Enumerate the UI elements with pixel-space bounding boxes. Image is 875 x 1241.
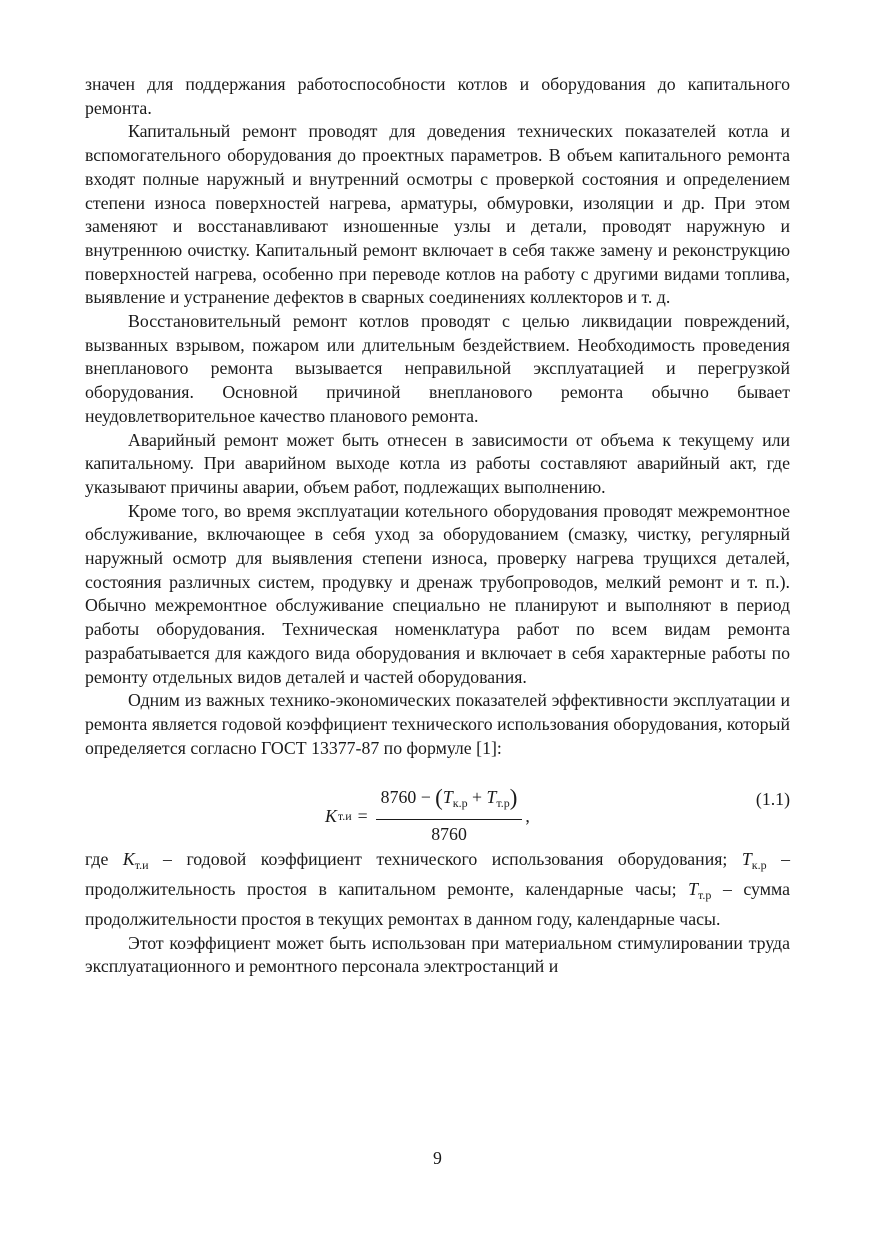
- plus-sign: +: [472, 787, 483, 808]
- paragraph-emergency-repair: Аварийный ремонт может быть отнесен в зависимости от объема к текущему или капитальному. При аварийном выходе котла из работы составляют аварийный акт, где указывают причины аварии, объем работ, подлежащих выполнению.: [85, 429, 790, 497]
- document-page: [85, 73, 790, 979]
- formula-comma: ,: [525, 805, 530, 826]
- term2-symbol: T: [486, 787, 497, 808]
- formula-lhs-symbol: K: [325, 805, 337, 826]
- formula-denominator: 8760: [431, 824, 467, 845]
- numerator-constant: 8760: [380, 787, 417, 808]
- def-ttr-text: – сумма продолжительности простоя в текущих ремонтах в данном году, календарные часы.: [85, 879, 790, 929]
- formula-expression: [325, 786, 530, 846]
- paragraph-maintenance: Кроме того, во время эксплуатации котельного оборудования проводят межремонтное обслуживание, включающее в себя уход за оборудованием (смазку, чистку, регулярный наружный осмотр для выявления степени износа, проверку нагрева трущихся деталей, состояния различных систем, продувку и дренаж трубопроводов, мелкий ремонт и т. п.). Обычно межремонтное обслуживание специально не планируют и выполняют в период работы оборудования. Техническая номенклатура работ по всем видам ремонта разрабатывается для каждого вида оборудования и включает в себя характерные работы по ремонту отдельных видов деталей и частей оборудования.: [85, 500, 790, 687]
- term1-symbol: T: [442, 787, 453, 808]
- formula-1-1: [85, 760, 790, 848]
- def-tkr-subscript: к.р: [751, 858, 767, 873]
- term2-subscript: т.р: [496, 796, 510, 811]
- term1-subscript: к.р: [452, 796, 468, 811]
- paragraph-definitions: [85, 848, 790, 931]
- formula-equals: =: [357, 805, 368, 826]
- formula-lhs-subscript: т.и: [337, 808, 352, 823]
- paragraph-continuation: значен для поддержания работоспособности котлов и оборудования до капитального ремонта.: [85, 74, 790, 118]
- def-ttr-symbol: T: [688, 879, 699, 900]
- page-number: 9: [433, 1148, 442, 1168]
- formula-fraction: [376, 786, 523, 846]
- def-tkr-symbol: T: [741, 849, 752, 870]
- formula-number: (1.1): [755, 789, 790, 810]
- formula-numerator: [376, 786, 523, 820]
- def-ttr-subscript: т.р: [698, 888, 712, 903]
- definitions-prefix: где: [85, 849, 123, 870]
- paragraph-restoration-repair: Восстановительный ремонт котлов проводят с целью ликвидации повреждений, вызванных взрывом, пожаром или длительным бездействием. Необходимость проведения внепланового ремонта вызывается неправильной эксплуатацией и перегрузкой оборудования. Основной причиной внепланового ремонта обычно бывает неудовлетворительное качество планового ремонта.: [85, 311, 790, 426]
- open-paren: (: [435, 785, 443, 811]
- paragraph-coefficient-intro: Одним из важных технико-экономических показателей эффективности эксплуатации и ремонта является годовой коэффициент технического использования оборудования, который определяется согласно ГОСТ 13377-87 по формуле [1]:: [85, 690, 790, 758]
- paragraph-capital-repair: Капитальный ремонт проводят для доведения технических показателей котла и вспомогательного оборудования до проектных параметров. В объем капитального ремонта входят полные наружный и внутренний осмотры с проверкой состояния и определением степени износа поверхностей нагрева, арматуры, обмуровки, изоляции и др. При этом заменяют и восстанавливают изношенные узлы и детали, проводят наружную и внутреннюю очистку. Капитальный ремонт включает в себя также замену и реконструкцию поверхностей нагрева, особенно при переводе котлов на работу с другими видами топлива, выявление и устранение дефектов в сварных соединениях коллекторов и т. д.: [85, 121, 790, 308]
- minus-sign: −: [420, 787, 431, 808]
- close-paren: ): [509, 785, 518, 811]
- def-k-subscript: т.и: [134, 858, 149, 873]
- def-k-symbol: K: [122, 849, 135, 870]
- def-k-text: – годовой коэффициент технического использования оборудования;: [148, 849, 742, 870]
- def-tkr-text: – продолжительность простоя в капитальном ремонте, календарные часы;: [85, 849, 791, 900]
- paragraph-coefficient-usage: Этот коэффициент может быть использован при материальном стимулировании труда эксплуатационного и ремонтного персонала электростанций и: [85, 932, 790, 977]
